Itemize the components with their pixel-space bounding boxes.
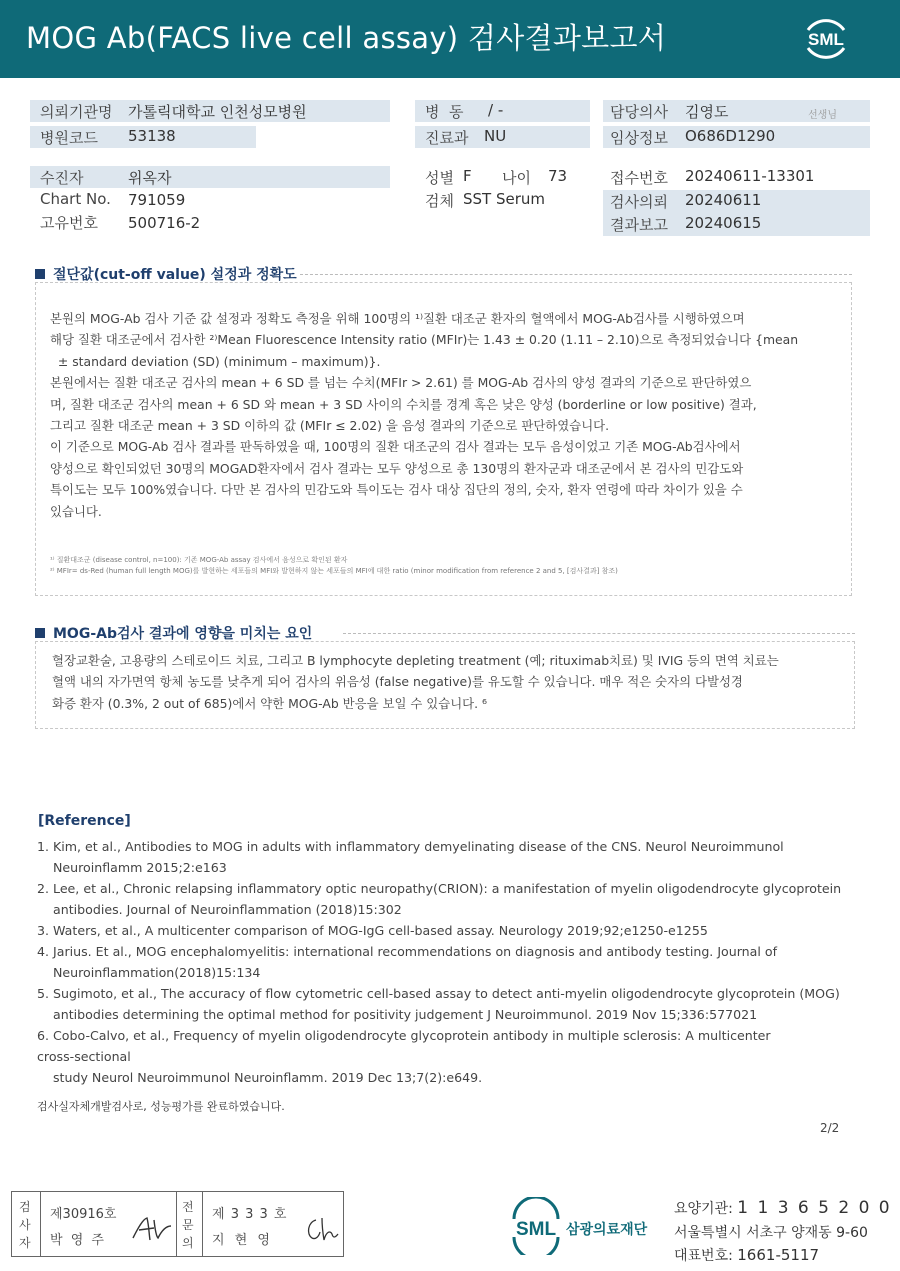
section1-line: 양성으로 확인되었던 30명의 MOGAD환자에서 검사 결과는 모두 양성으로 총 130명의 환자군과 대조군에서 본 검사의 민감도와: [50, 460, 744, 476]
section1-line: ± standard deviation (SD) (minimum – maximum)}.: [50, 353, 381, 369]
report-title: MOG Ab(FACS live cell assay) 검사결과보고서: [26, 21, 667, 55]
reference-item: 4. Jarius. Et al., MOG encephalomyelitis: international recommendations on diagnosis and antibody testing. Journal of: [37, 944, 778, 959]
specialist-name: 지 현 영: [212, 1233, 273, 1248]
section1-divider: [300, 274, 852, 275]
sex-value: F: [463, 167, 472, 185]
report-date-label: 결과보고: [610, 216, 668, 234]
receipt-label: 접수번호: [610, 169, 668, 187]
reference-item: Neuroinflamm 2015;2:e163: [53, 860, 227, 875]
svg-text:SML: SML: [808, 30, 844, 49]
request-label: 검사의뢰: [610, 193, 668, 211]
patient-label: 수진자: [40, 169, 84, 187]
care-number: 요양기관: 1 1 3 6 5 2 0 0: [674, 1198, 892, 1218]
sig-divider: [40, 1192, 41, 1256]
org-address: 서울특별시 서초구 양재동 9-60: [674, 1225, 868, 1241]
section1-line: 이 기준으로 MOG-Ab 검사 결과를 판독하였을 때, 100명의 질환 대조군의 검사 결과는 모두 음성이었고 기존 MOG-Ab검사에서: [50, 439, 741, 455]
age-value: 73: [548, 167, 568, 185]
footnote: ¹⁾ 질환대조군 (disease control, n=100): 기존 MOG-Ab assay 검사에서 음성으로 확인된 환자: [50, 556, 348, 564]
footnote: ²⁾ MFIr= ds-Red (human full length MOG)를 발현하는 세포들의 MFI와 발현하지 않는 세포들의 MFI에 대한 ratio (minor modification from reference 2 and 5, [검사결과] 참조): [50, 567, 618, 575]
patient-row: [30, 166, 390, 188]
section1-line: 있습니다.: [50, 503, 102, 519]
specialist-signature-icon: [304, 1216, 340, 1244]
reference-item: 5. Sugimoto, et al., The accuracy of flow cytometric cell-based assay to detect anti-myelin oligodendrocyte glycoprotein (MOG): [37, 986, 840, 1001]
specialist-label: 전 문 의: [182, 1200, 194, 1250]
reference-item: 2. Lee, et al., Chronic relapsing inflammatory optic neuropathy(CRION): a manifestation of myelin oligodendrocyte glycoprotein: [37, 881, 842, 896]
uid-label: 고유번호: [40, 214, 98, 232]
section-bullet-icon: [35, 269, 45, 279]
section1-footnotes: [50, 555, 618, 577]
reference-item: 3. Waters, et al., A multicenter comparison of MOG-IgG cell-based assay. Neurology 2019;92;e1250-e1255: [37, 923, 708, 938]
section2-body: [52, 650, 779, 714]
receipt-value: 20240611-13301: [685, 167, 815, 185]
hospital-code-label: 병원코드: [40, 129, 98, 147]
reference-item: cross-sectional: [37, 1049, 131, 1064]
sex-label: 성별: [425, 169, 454, 187]
patient-value: 위옥자: [128, 169, 172, 187]
doctor-label: 담당의사: [610, 103, 668, 121]
hospital-code-value: 53138: [128, 127, 176, 145]
sml-logo-icon: [800, 12, 852, 64]
section1-line: 그리고 질환 대조군 mean + 3 SD 이하의 값 (MFIr ≤ 2.02) 을 음성 결과의 기준으로 판단하였습니다.: [50, 418, 610, 434]
specialist-license: 제 3 3 3 호: [212, 1207, 288, 1222]
completion-note: 검사실자체개발검사로, 성능평가를 완료하였습니다.: [37, 1100, 285, 1113]
reference-item: 1. Kim, et al., Antibodies to MOG in adults with inflammatory demyelinating disease of the CNS. Neurol Neuroimmunol: [37, 839, 784, 854]
section1-title: 절단값(cut-off value) 설정과 정확도: [35, 264, 297, 284]
section1-line: 며, 질환 대조군 검사의 mean + 6 SD 와 mean + 3 SD 사이의 수치를 경계 혹은 낮은 양성 (borderline or low positive) 결과,: [50, 396, 757, 412]
clinical-label: 임상정보: [610, 129, 668, 147]
doctor-value: 김영도: [685, 103, 729, 121]
sml-foundation-logo-icon: [510, 1197, 660, 1255]
section2-title: MOG-Ab검사 결과에 영향을 미치는 요인: [35, 623, 312, 643]
reference-item: antibodies determining the optimal method for positivity judgement J Neuroimmunol. 2019 Nov 15;336:577021: [53, 1007, 758, 1022]
request-value: 20240611: [685, 191, 762, 209]
ward-value: / -: [488, 101, 504, 119]
reference-item: study Neurol Neuroimmunol Neuroinflamm. 2019 Dec 13;7(2):e649.: [53, 1070, 483, 1085]
tester-name: 박 영 주: [50, 1233, 106, 1248]
chart-label: Chart No.: [40, 190, 111, 208]
page-number: 2/2: [820, 1121, 840, 1135]
reference-item: antibodies. Journal of Neuroinflammation (2018)15:302: [53, 902, 402, 917]
reference-item: Neuroinflammation(2018)15:134: [53, 965, 261, 980]
uid-value: 500716-2: [128, 214, 201, 232]
section1-line: 본원에서는 질환 대조군 검사의 mean + 6 SD 를 넘는 수치(MFIr > 2.61) 를 MOG-Ab 검사의 양성 결과의 기준으로 판단하였으: [50, 375, 752, 391]
hospital-value: 가톨릭대학교 인천성모병원: [128, 103, 307, 121]
section-bullet-icon: [35, 628, 45, 638]
section2-line: 혈장교환술, 고용량의 스테로이드 치료, 그리고 B lymphocyte depleting treatment (예; rituximab치료) 및 IVIG 등의 면역 치료는: [52, 653, 779, 668]
phone-number: 대표번호: 1661-5117: [674, 1246, 820, 1264]
section1-line: 본원의 MOG-Ab 검사 기준 값 설정과 정확도 측정을 위해 100명의 ¹⁾질환 대조군 환자의 혈액에서 MOG-Ab검사를 시행하였으며: [50, 311, 745, 326]
hospital-label: 의뢰기관명: [40, 103, 113, 121]
age-label: 나이: [502, 169, 531, 187]
sig-divider: [202, 1192, 203, 1256]
doctor-suffix: 선생님: [808, 110, 837, 121]
specimen-label: 검체: [425, 192, 454, 210]
tester-license: 제30916호: [50, 1207, 117, 1222]
reference-list: [37, 836, 841, 1088]
section2-line: 혈액 내의 자가면역 항체 농도를 낮추게 되어 검사의 위음성 (false negative)를 유도할 수 있습니다. 매우 적은 숫자의 다발성경: [52, 674, 743, 690]
section1-line: 특이도는 모두 100%였습니다. 다만 본 검사의 민감도와 특이도는 검사 대상 집단의 정의, 숫자, 환자 연령에 따라 차이가 있을 수: [50, 482, 743, 498]
chart-value: 791059: [128, 191, 186, 209]
section2-line: 화증 환자 (0.3%, 2 out of 685)에서 약한 MOG-Ab 반응을 보일 수 있습니다. ⁶: [52, 695, 487, 711]
section1-line: 해당 질환 대조군에서 검사한 ²⁾Mean Fluorescence Intensity ratio (MFIr)는 1.43 ± 0.20 (1.11 – 2.10)으로 측정되었습니다 {mean: [50, 332, 799, 348]
report-header: [0, 0, 900, 78]
dept-label: 진료과: [425, 129, 469, 147]
specimen-value: SST Serum: [463, 190, 546, 208]
sig-divider: [176, 1192, 177, 1256]
tester-label: 검 사 자: [19, 1200, 31, 1250]
clinical-value: O686D1290: [685, 127, 776, 145]
reference-title: [Reference]: [38, 813, 131, 829]
signature-box: [11, 1191, 344, 1257]
report-date-value: 20240615: [685, 214, 762, 232]
reference-item: 6. Cobo-Calvo, et al., Frequency of myelin oligodendrocyte glycoprotein antibody in multiple sclerosis: A multicenter: [37, 1028, 771, 1043]
svg-text:삼광의료재단: 삼광의료재단: [566, 1222, 648, 1238]
section2-divider: [343, 633, 855, 634]
ward-label: 병 동: [425, 103, 464, 121]
svg-text:SML: SML: [515, 1219, 557, 1240]
dept-value: NU: [484, 127, 507, 145]
section1-body: [50, 308, 798, 522]
tester-signature-icon: [130, 1214, 174, 1244]
